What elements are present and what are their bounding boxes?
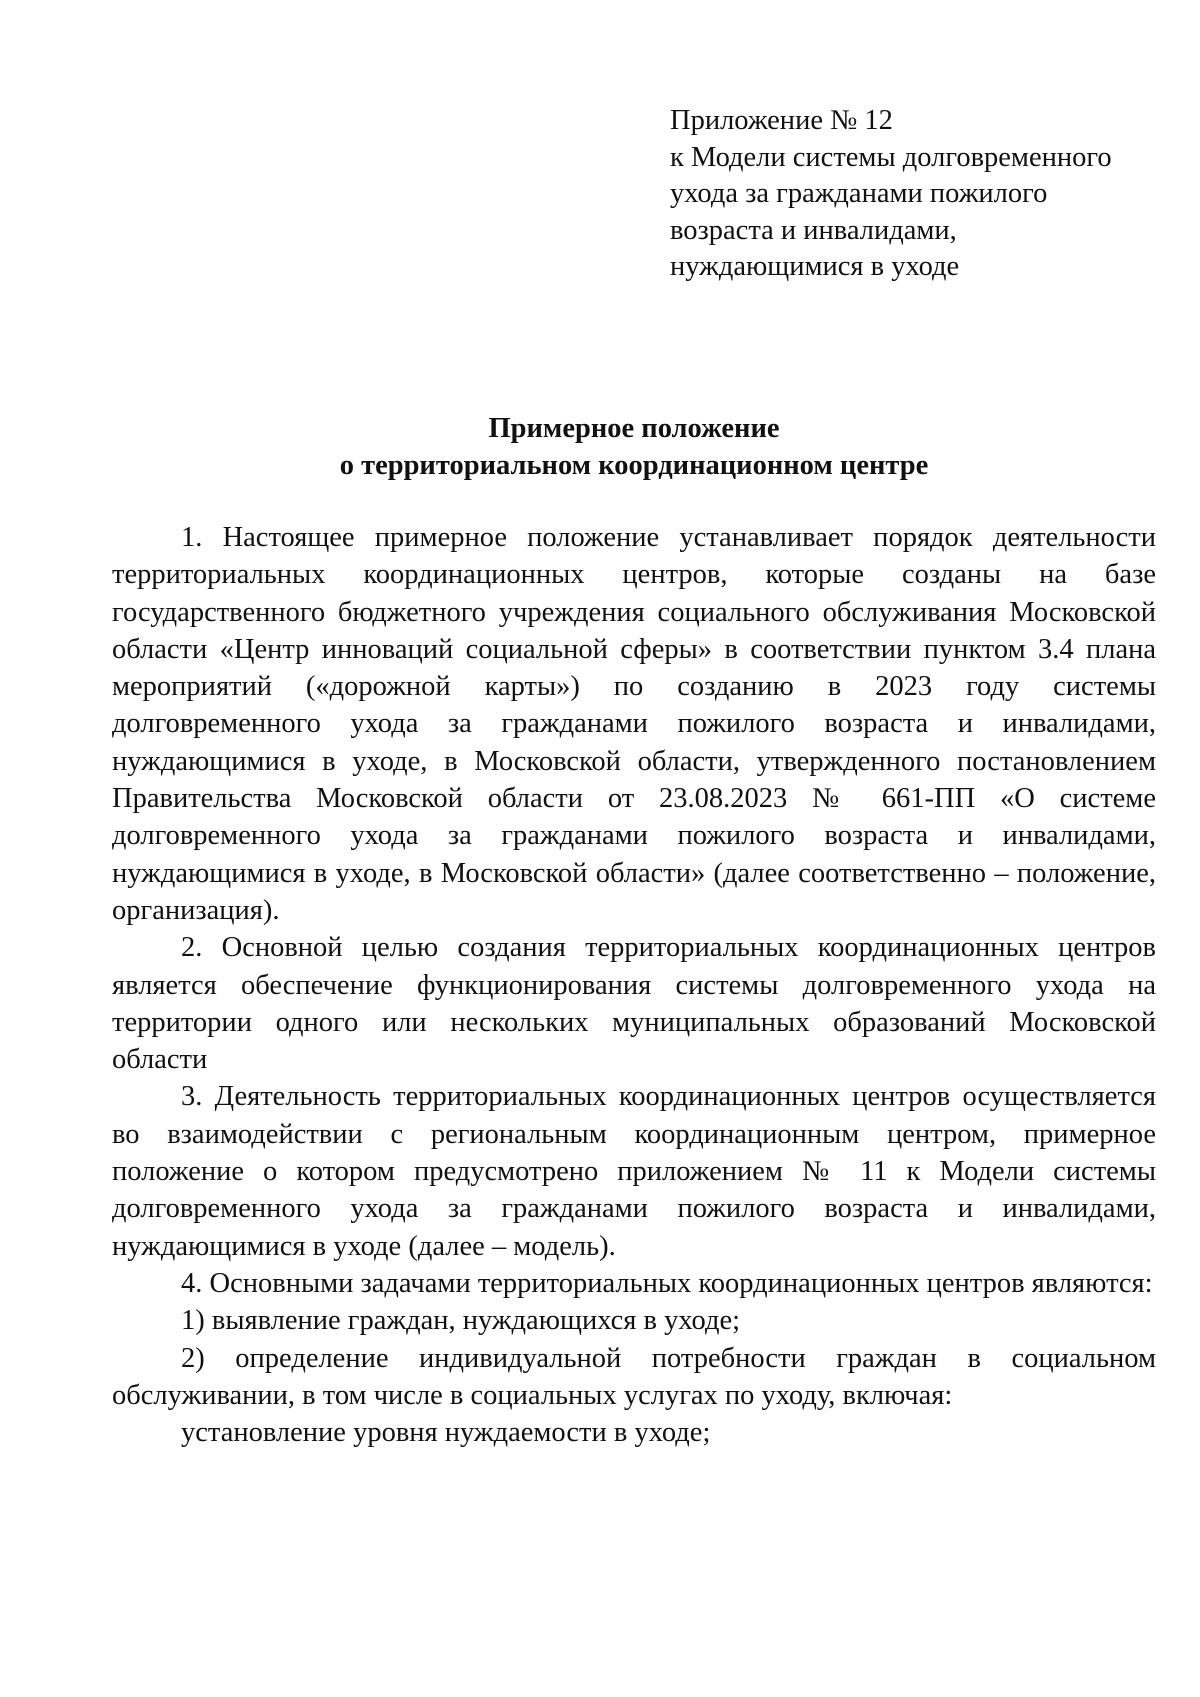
list-subitem: установление уровня нуждаемости в уходе; [181,1417,711,1449]
paragraph-2: 2. Основной целью создания территориальных координационных центров является обеспечение функционирования системы долговременного ухода на территории одного или нескольких муниципальных образований Московской области [112,932,1156,1076]
document-title-line-2: о территориальном координационном центре [339,450,929,481]
appendix-line: к Модели системы долговременного [670,141,1112,173]
document-body [112,519,1156,1451]
appendix-reference [670,103,1150,286]
appendix-line: ухода за гражданами пожилого [670,178,1048,209]
paragraph-4: 4. Основными задачами территориальных координационных центров являются: [181,1267,1153,1299]
appendix-line: нуждающимися в уходе [670,251,960,282]
list-item-2: 2) определение индивидуальной потребности граждан в социальном обслуживании, в том числе в социальных услугах по уходу, включая: [112,1342,1156,1411]
appendix-line-number: Приложение № 12 [670,105,893,136]
paragraph-1: 1. Настоящее примерное положение устанавливает порядок деятельности территориальных координационных центров, которые созданы на базе государственного бюджетного учреждения социального обслуживания Московской области «Центр инноваций социальной сферы» в соответствии пунктом 3.4 плана мероприятий («дорожной карты») по созданию в 2023 году системы долговременного ухода за гражданами пожилого возраста и инвалидами, нуждающимися в уходе, в Московской области, утвержденного постановлением Правительства Московской области от 23.08.2023 № 661-ПП «О системе долговременного ухода за гражданами пожилого возраста и инвалидами, нуждающимися в уходе, в Московской области» (далее соответственно – положение, организация). [112,522,1156,926]
document-title [110,410,1158,484]
appendix-line: возраста и инвалидами, [670,214,957,246]
list-item-1: 1) выявление граждан, нуждающихся в уходе; [181,1305,741,1337]
document-title-line-1: Примерное положение [488,413,780,444]
paragraph-3: 3. Деятельность территориальных координационных центров осуществляется во взаимодействии с региональным координационным центром, примерное положение о котором предусмотрено приложением № 11 к Модели системы долговременного ухода за гражданами пожилого возраста и инвалидами, нуждающимися в уходе (далее – модель). [112,1081,1156,1262]
